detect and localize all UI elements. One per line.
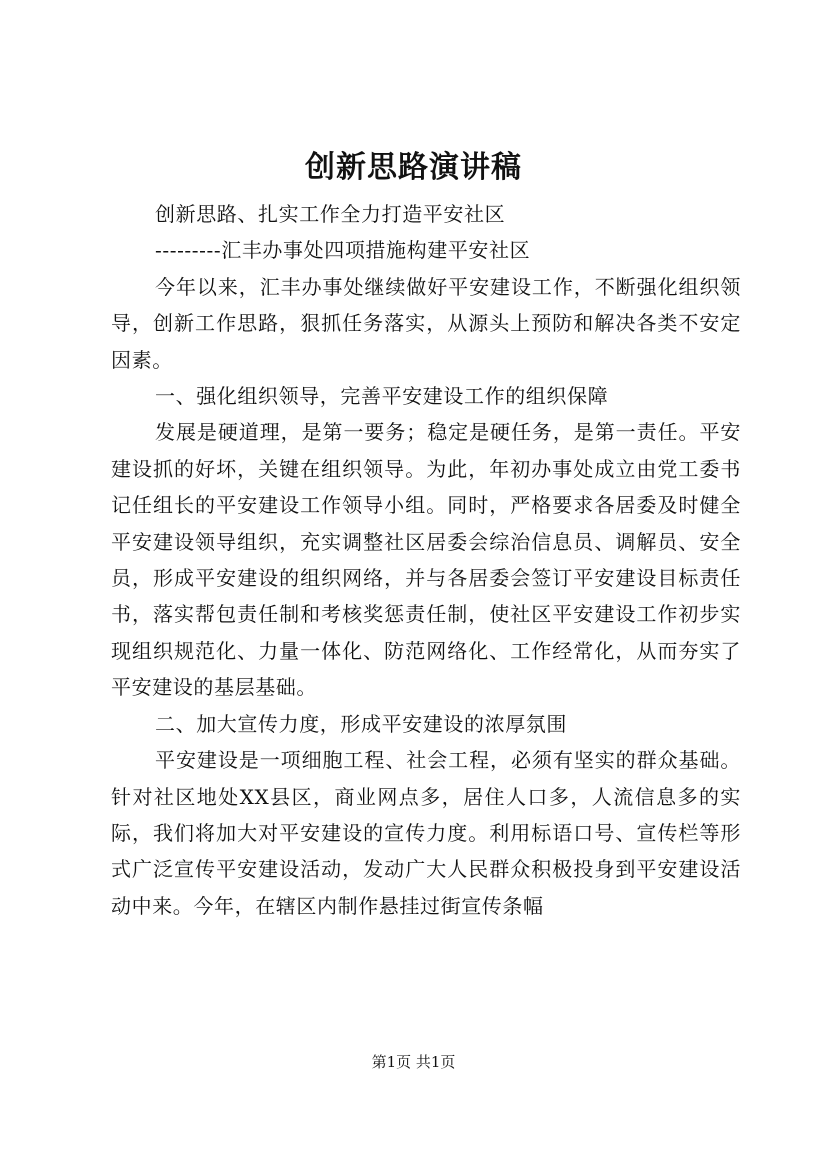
section-heading: 一、强化组织领导，完善平安建设工作的组织保障	[155, 384, 609, 409]
body-paragraph: 平安建设是一项细胞工程、社会工程，必须有坚实的群众基础。针对社区地处XX县区，商业网点多，居住人口多，人流信息多的实际，我们将加大对平安建设的宣传力度。利用标语口号、宣传栏等形式广泛宣传平安建设活动，发动广大人民群众积极投身到平安建设活动中来。今年，在辖区内制作悬挂过街宣传条幅	[111, 748, 741, 918]
document-body	[111, 196, 741, 924]
body-paragraph: 发展是硬道理，是第一要务；稳定是硬任务，是第一责任。平安建设抓的好坏，关键在组织领导。为此，年初办事处成立由党工委书记任组长的平安建设工作领导小组。同时，严格要求各居委及时健全平安建设领导组织，充实调整社区居委会综治信息员、调解员、安全员，形成平安建设的组织网络，并与各居委会签订平安建设目标责任书，落实帮包责任制和考核奖惩责任制，使社区平安建设工作初步实现组织规范化、力量一体化、防范网络化、工作经常化，从而夯实了平安建设的基层基础。	[111, 420, 741, 700]
body-paragraph: 今年以来，汇丰办事处继续做好平安建设工作，不断强化组织领导，创新工作思路，狠抓任务落实，从源头上预防和解决各类不安定因素。	[111, 274, 741, 372]
section-heading: 二、加大宣传力度，形成平安建设的浓厚氛围	[155, 711, 567, 736]
page-footer: 第1页 共1页	[371, 1053, 456, 1071]
subtitle-paragraph: 创新思路、扎实工作全力打造平安社区	[155, 202, 506, 226]
document-title: 创新思路演讲稿	[305, 150, 522, 185]
subtitle-dash-paragraph: ---------汇丰办事处四项措施构建平安社区	[155, 238, 531, 263]
